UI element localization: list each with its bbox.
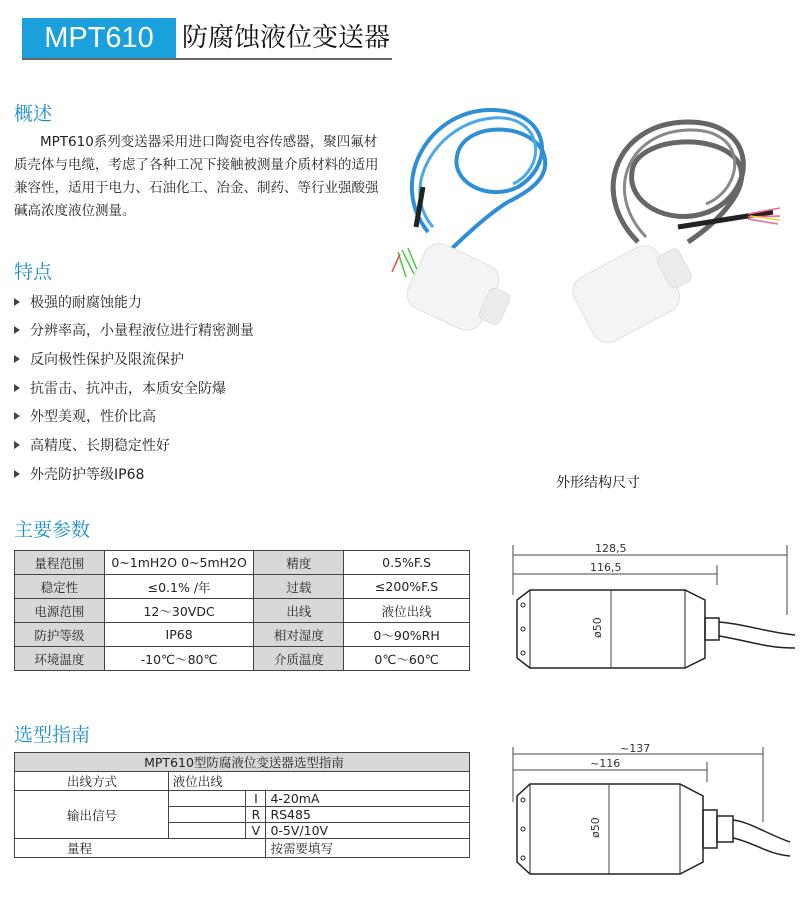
page-title: 防腐蚀液位变送器 <box>182 23 391 53</box>
param-value: -10℃～80℃ <box>104 647 254 671</box>
guide-range-label: 量程 <box>15 839 266 858</box>
dim-body-length: ~116 <box>590 757 621 770</box>
param-label: 稳定性 <box>15 575 105 599</box>
feature-item <box>14 292 142 312</box>
guide-blank-cell <box>168 791 246 807</box>
guide-heading: 选型指南 <box>14 724 91 746</box>
table-row <box>15 575 470 599</box>
guide-signal-code: I <box>246 791 266 807</box>
param-label: 精度 <box>254 551 344 575</box>
param-label: 防护等级 <box>15 623 105 647</box>
features-heading: 特点 <box>14 261 53 283</box>
param-value: 12～30VDC <box>104 599 254 623</box>
guide-blank-cell <box>168 823 246 839</box>
table-row <box>15 772 470 791</box>
bullet-triangle-icon <box>14 298 20 306</box>
dim-diameter: ø50 <box>591 617 604 638</box>
overview-paragraph: MPT610系列变送器采用进口陶瓷电容传感器，聚四氟材质壳体与电缆，考虑了各种工况下接触被测量介质材料的适用兼容性，适用于电力、石油化工、冶金、制药、等行业强酸强碱高浓度液位测量。 <box>14 134 379 219</box>
selection-guide-table <box>14 752 470 858</box>
param-label: 电源范围 <box>15 599 105 623</box>
feature-label: 抗雷击、抗冲击，本质安全防爆 <box>30 381 226 397</box>
param-label: 出线 <box>254 599 344 623</box>
bullet-triangle-icon <box>14 326 20 334</box>
table-row <box>15 551 470 575</box>
header-underline <box>22 58 392 60</box>
guide-table-title: MPT610型防腐液位变送器选型指南 <box>15 753 470 772</box>
param-value: 0～90%RH <box>344 623 470 647</box>
dim-body-length: 116,5 <box>590 561 622 574</box>
param-label: 环境温度 <box>15 647 105 671</box>
feature-item <box>14 464 144 484</box>
param-value: 0~1mH2O 0~5mH2O <box>104 551 254 575</box>
table-row <box>15 623 470 647</box>
product-photo-gray <box>567 122 780 348</box>
table-row <box>15 647 470 671</box>
param-value: IP68 <box>104 623 254 647</box>
guide-blank-cell <box>168 807 246 823</box>
params-table <box>14 550 470 671</box>
guide-signal-code: V <box>246 823 266 839</box>
guide-outlet-value: 液位出线 <box>168 772 469 791</box>
table-row <box>15 753 470 772</box>
dimension-drawing-1 <box>505 540 795 680</box>
feature-label: 外型美观，性价比高 <box>30 409 156 425</box>
guide-signal-code: R <box>246 807 266 823</box>
guide-signal-value: RS485 <box>266 807 470 823</box>
product-photo-blue <box>392 110 545 343</box>
feature-item <box>14 435 170 455</box>
param-label: 过载 <box>254 575 344 599</box>
param-label: 介质温度 <box>254 647 344 671</box>
dimension-drawing-2 <box>505 742 795 892</box>
bullet-triangle-icon <box>14 355 20 363</box>
dim-total-length: 128,5 <box>595 542 627 555</box>
feature-item <box>14 320 254 340</box>
feature-label: 极强的耐腐蚀能力 <box>30 295 142 311</box>
bullet-triangle-icon <box>14 412 20 420</box>
bullet-triangle-icon <box>14 441 20 449</box>
guide-signal-value: 0-5V/10V <box>266 823 470 839</box>
params-heading: 主要参数 <box>14 519 91 541</box>
header-model: MPT610 <box>44 22 154 54</box>
guide-signal-value: 4-20mA <box>266 791 470 807</box>
feature-item <box>14 378 226 398</box>
table-row <box>15 839 470 858</box>
param-value: 液位出线 <box>344 599 470 623</box>
overview-heading: 概述 <box>14 103 53 125</box>
param-label: 量程范围 <box>15 551 105 575</box>
dim-diameter: ø50 <box>589 817 602 838</box>
feature-label: 分辨率高，小量程液位进行精密测量 <box>30 323 254 339</box>
table-row <box>15 791 470 807</box>
overview-text <box>14 131 382 223</box>
dimensions-heading: 外形结构尺寸 <box>556 475 640 491</box>
guide-signal-label: 输出信号 <box>15 791 169 839</box>
bullet-triangle-icon <box>14 470 20 478</box>
bullet-triangle-icon <box>14 384 20 392</box>
feature-label: 反向极性保护及限流保护 <box>30 352 184 368</box>
param-value: 0.5%F.S <box>344 551 470 575</box>
table-row <box>15 599 470 623</box>
guide-range-value: 按需要填写 <box>266 839 470 858</box>
param-label: 相对湿度 <box>254 623 344 647</box>
feature-label: 外壳防护等级IP68 <box>30 467 145 483</box>
dim-total-length: ~137 <box>620 742 651 755</box>
feature-item <box>14 349 184 369</box>
param-value: 0℃～60℃ <box>344 647 470 671</box>
feature-label: 高精度、长期稳定性好 <box>30 438 170 454</box>
product-photos <box>388 92 788 360</box>
param-value: ≤200%F.S <box>344 575 470 599</box>
param-value: ≤0.1% /年 <box>104 575 254 599</box>
guide-outlet-label: 出线方式 <box>15 772 169 791</box>
feature-item <box>14 406 156 426</box>
